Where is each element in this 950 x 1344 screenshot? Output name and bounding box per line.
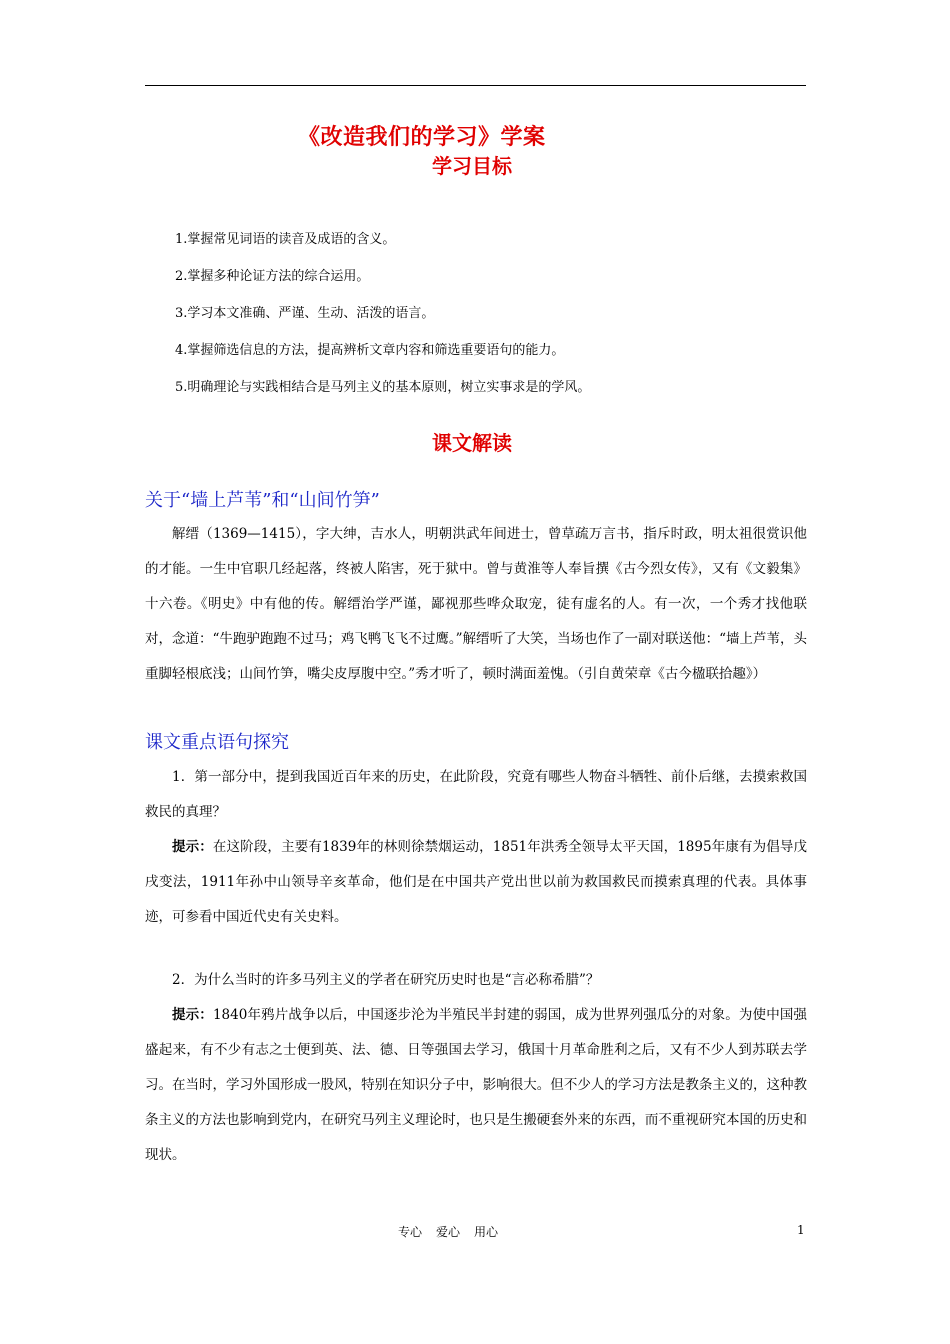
story-paragraph: 解缙（1369—1415），字大绅，吉水人，明朝洪武年间进士，曾草疏万言书，指斥时政，明太祖很赏识他的才能。一生中官职几经起落，终被人陷害，死于狱中。曾与黄淮等人奉旨撰《古今烈女传》，又有《文毅集》十六卷。《明史》中有他的传。解缙治学严谨，鄙视那些哗众取宠，徒有虚名的人。有一次，一个秀才找他联对，念道：“牛跑驴跑跑不过马；鸡飞鸭飞飞不过鹰。”解缙听了大笑，当场也作了一副对联送他：“墙上芦苇，头重脚轻根底浅；山间竹笋，嘴尖皮厚腹中空。”秀才听了，顿时满面羞愧。（引自黄荣章《古今楹联拾趣》） [145, 526, 807, 682]
objective-item: 3.学习本文准确、严谨、生动、活泼的语言。 [175, 306, 435, 321]
hint-label: 提示： [172, 1007, 213, 1023]
key-sentences-heading: 课文重点语句探究 [145, 732, 289, 753]
objective-item: 4.掌握筛选信息的方法，提高辨析文章内容和筛选重要语句的能力。 [175, 343, 565, 358]
section-title-objectives: 学习目标 [432, 154, 512, 178]
header-rule [145, 85, 806, 86]
question-1: 1．第一部分中，提到我国近百年来的历史，在此阶段，究竟有哪些人物奋斗牺牲、前仆后继，去摸索救国救民的真理？ [145, 769, 807, 820]
page-number: 1 [797, 1223, 805, 1237]
story-heading: 关于“墙上芦苇”和“山间竹笋” [145, 490, 380, 511]
section-title-reading: 课文解读 [432, 431, 512, 455]
hint-label: 提示： [172, 839, 213, 855]
document-title: 《改造我们的学习》学案 [298, 125, 546, 150]
answer-1: 提示：在这阶段，主要有1839年的林则徐禁烟运动，1851年洪秀全领导太平天国，1895年康有为倡导戊戌变法，1911年孙中山领导辛亥革命，他们是在中国共产党出世以前为救国救民而摸索真理的代表。具体事迹，可参看中国近代史有关史料。 [145, 839, 807, 925]
objective-item: 5.明确理论与实践相结合是马列主义的基本原则，树立实事求是的学风。 [175, 380, 591, 395]
objective-item: 2.掌握多种论证方法的综合运用。 [175, 269, 370, 284]
answer-2: 提示：1840年鸦片战争以后，中国逐步沦为半殖民半封建的弱国，成为世界列强瓜分的对象。为使中国强盛起来，有不少有志之士便到英、法、德、日等强国去学习，俄国十月革命胜利之后，又有不少人到苏联去学习。在当时，学习外国形成一股风，特别在知识分子中，影响很大。但不少人的学习方法是教条主义的，这种教条主义的方法也影响到党内，在研究马列主义理论时，也只是生搬硬套外来的东西，而不重视研究本国的历史和现状。 [145, 1007, 807, 1163]
footer-motto: 专心 爱心 用心 [398, 1225, 499, 1239]
question-2: 2．为什么当时的许多马列主义的学者在研究历史时也是“言必称希腊”？ [172, 972, 600, 988]
objective-item: 1.掌握常见词语的读音及成语的含义。 [175, 232, 396, 247]
